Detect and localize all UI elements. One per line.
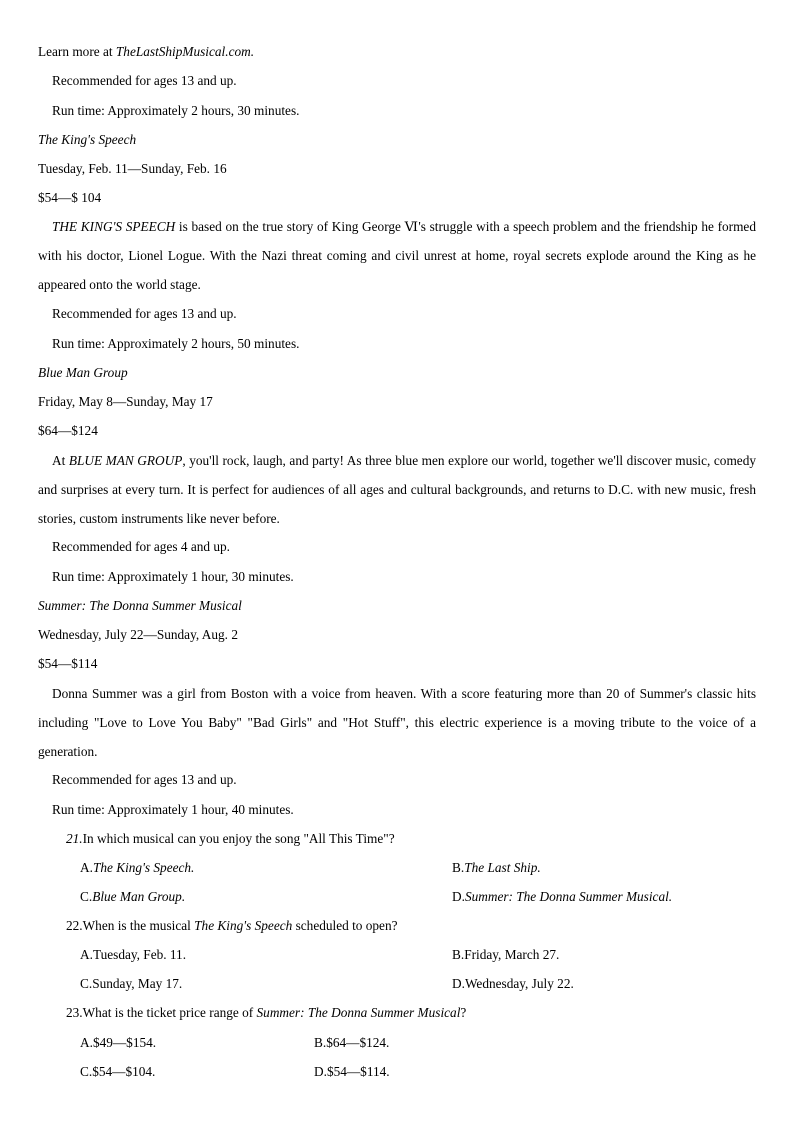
show-price: $54—$114 [38, 656, 98, 671]
show-title: Blue Man Group [38, 365, 128, 380]
show-description: THE KING'S SPEECH is based on the true story of King George Ⅵ's struggle with a speech problem and the friendship he formed with his doctor, Lionel Logue. With the Nazi threat coming and civil unrest at home, royal secrets explode around the King as he appeared onto the world stage. [38, 219, 756, 292]
option-d[interactable]: D.$54—$114. [314, 1064, 390, 1079]
show-run-time: Run time: Approximately 2 hours, 50 minutes. [52, 336, 300, 351]
intro-run-time: Run time: Approximately 2 hours, 30 minutes. [52, 103, 300, 118]
option-c[interactable]: C.Sunday, May 17. [80, 976, 183, 991]
show-price: $54—$ 104 [38, 190, 102, 205]
show-description: Donna Summer was a girl from Boston with a voice from heaven. With a score featuring more than 20 of Summer's classic hits including "Love to Love You Baby" "Bad Girls" and "Hot Stuff", this electric experience is a moving tribute to the voice of a generation. [38, 686, 756, 759]
option-c[interactable]: C.$54—$104. [80, 1064, 156, 1079]
show-description: At BLUE MAN GROUP, you'll rock, laugh, and party! As three blue men explore our world, together we'll discover music, comedy and surprises at every turn. It is perfect for audiences of all ages and cultural backgrounds, and returns to D.C. with new music, fresh stories, custom instruments like never before. [38, 453, 757, 526]
show-recommended: Recommended for ages 13 and up. [52, 306, 237, 321]
option-a[interactable]: A.Tuesday, Feb. 11. [80, 947, 187, 962]
option-b[interactable]: B.The Last Ship. [452, 860, 541, 875]
option-d[interactable]: D.Summer: The Donna Summer Musical. [452, 889, 673, 904]
learn-more-line: Learn more at TheLastShipMusical.com. [38, 44, 255, 59]
option-b[interactable]: B.$64—$124. [314, 1035, 390, 1050]
show-recommended: Recommended for ages 13 and up. [52, 772, 237, 787]
show-title: The King's Speech [38, 132, 137, 147]
show-title: Summer: The Donna Summer Musical [38, 598, 242, 613]
option-b[interactable]: B.Friday, March 27. [452, 947, 560, 962]
show-run-time: Run time: Approximately 1 hour, 40 minutes. [52, 802, 294, 817]
learn-more-link: TheLastShipMusical.com. [115, 44, 255, 59]
option-a[interactable]: A.$49—$154. [80, 1035, 157, 1050]
question-22: 22.When is the musical The King's Speech scheduled to open? [66, 918, 398, 933]
question-21: 21.In which musical can you enjoy the song "All This Time"? [66, 831, 395, 846]
option-c[interactable]: C.Blue Man Group. [80, 889, 186, 904]
question-23: 23.What is the ticket price range of Summer: The Donna Summer Musical? [66, 1005, 467, 1020]
show-price: $64—$124 [38, 423, 98, 438]
show-recommended: Recommended for ages 4 and up. [52, 539, 230, 554]
show-dates: Friday, May 8—Sunday, May 17 [38, 394, 213, 409]
intro-recommended: Recommended for ages 13 and up. [52, 73, 237, 88]
show-dates: Tuesday, Feb. 11—Sunday, Feb. 16 [38, 161, 227, 176]
show-dates: Wednesday, July 22—Sunday, Aug. 2 [38, 627, 238, 642]
option-a[interactable]: A.The King's Speech. [80, 860, 195, 875]
show-run-time: Run time: Approximately 1 hour, 30 minutes. [52, 569, 294, 584]
option-d[interactable]: D.Wednesday, July 22. [452, 976, 574, 991]
